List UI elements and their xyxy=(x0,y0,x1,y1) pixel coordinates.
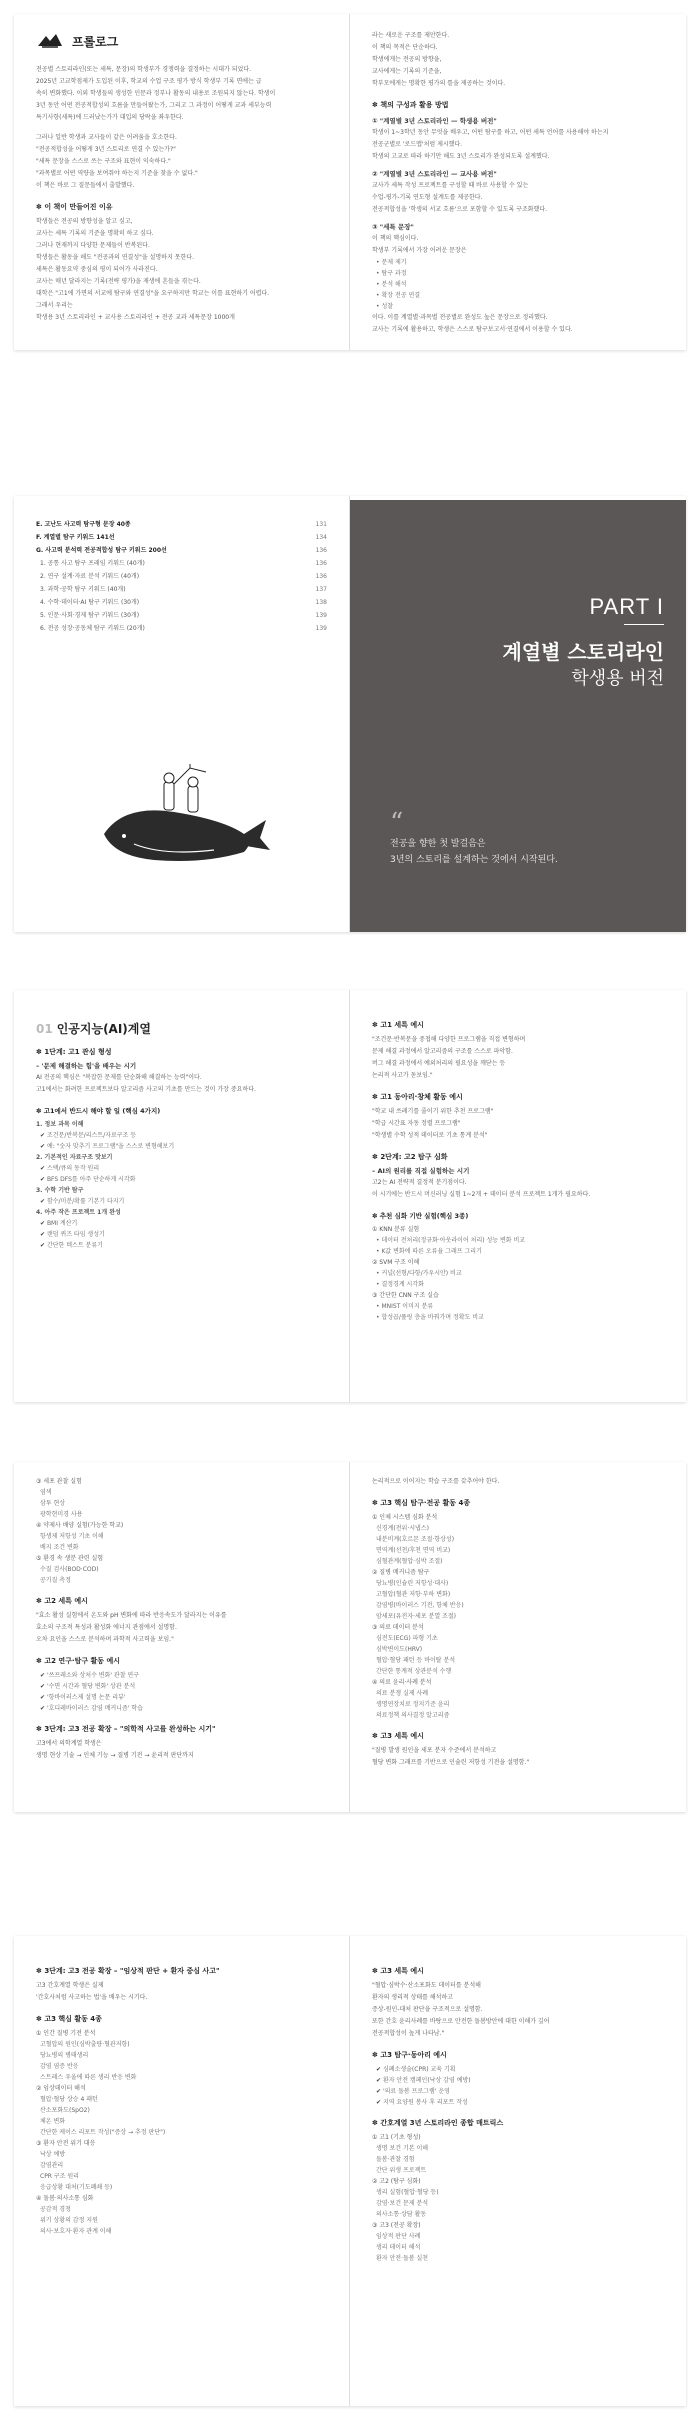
toc-label: 1. 공통 사고 탐구 프레임 키워드 (40개) xyxy=(40,560,145,567)
toc-row[interactable] xyxy=(36,596,327,609)
list-item: 간단 위생 프로젝트 xyxy=(376,2167,427,2174)
list-item: 배지 조건 변화 xyxy=(40,1544,79,1551)
text-line: 학생이 1~3학년 동안 무엇을 배우고, 어떤 탐구를 하고, 어떤 세특 언어를 사용해야 하는지 xyxy=(372,129,609,136)
page-ai-left xyxy=(14,990,350,1402)
toc-page: 136 xyxy=(315,560,327,567)
section-number: 01 xyxy=(36,1022,53,1036)
example-title: ✽ 고3 세특 예시 xyxy=(372,1966,664,1976)
list-item: 고혈압(혈관 저항·부하 변화) xyxy=(376,1591,451,1598)
text-line: 교사는 기록에 활용하고, 학생은 스스로 탐구보고서·연결에서 이용할 수 있다. xyxy=(372,326,573,333)
list-item: ✔ '호디레바이러스 감염 메커니즘' 학습 xyxy=(14,1703,349,1714)
section-title: 인공지능(AI)계열 xyxy=(56,1022,151,1036)
whale-illustration xyxy=(94,764,274,874)
list-item: ✔ '항바이러스제 설명 논문 리뷰' xyxy=(14,1692,349,1703)
item-head: ④ 의료 윤리·사례 분석 xyxy=(372,1679,432,1686)
item-head: ② 임상데이터 해석 xyxy=(36,2085,86,2092)
toc-row[interactable] xyxy=(36,570,327,583)
why-body xyxy=(14,216,349,324)
text-line: 전공적합성을 '학생의 서교 흐름'으로 포함할 수 있도록 구조화했다. xyxy=(372,206,548,213)
list-item: • 커널(선형/다항/가우시안) 비교 xyxy=(350,1268,686,1279)
toc-row[interactable] xyxy=(36,531,327,544)
text-line: 버그 해결 과정에서 예외처리의 필요성을 깨닫는 등 xyxy=(372,1060,506,1067)
item-head: ② 질병 메커니즘 탐구 xyxy=(372,1569,430,1576)
why-title: ✽ 이 책이 만들어진 이유 xyxy=(36,202,327,212)
spread-prologue xyxy=(14,14,686,350)
step-title: ✽ 1단계: 고1 관심 형성 xyxy=(36,1047,327,1057)
text-line: 교사에게는 기록의 기준을, xyxy=(372,68,442,75)
list-item: 낙상 예방 xyxy=(40,2151,66,2158)
list-item: • 데이터 전처리(정규화·아웃라이어 처리) 성능 변화 비교 xyxy=(350,1235,686,1246)
list-item: • 성찰 xyxy=(350,301,686,312)
list-item: 공기질 측정 xyxy=(40,1577,71,1584)
list-item: 응급상황 대처(기도폐쇄 등) xyxy=(40,2184,113,2191)
text-line: 이 책은 바로 그 질문들에서 출발했다. xyxy=(36,182,135,189)
toc-row[interactable] xyxy=(36,518,327,531)
list-item: • 분석 해석 xyxy=(350,279,686,290)
example-title: ✽ 추천 심화 기반 실험(핵심 3종) xyxy=(372,1211,664,1220)
text-line: "학교 내 쓰레기를 줄이기 위한 추천 프로그램" xyxy=(372,1108,494,1115)
toc-page: 139 xyxy=(315,612,327,619)
text-line: 증상-원인-대처 판단을 구조적으로 설명함. xyxy=(372,2006,483,2013)
list-item: CPR 구조 원리 xyxy=(40,2173,79,2180)
list-item: • K값 변화에 따른 오류율 그래프 그리기 xyxy=(350,1246,686,1257)
step-title: ✽ 3단계: 고3 전공 확장 – "의학적 사고를 완성하는 시기" xyxy=(36,1724,327,1734)
list-item: ✔ 심폐소생술(CPR) 교육 기획 xyxy=(350,2064,686,2075)
toc-label: 3. 과학·공학 탐구 키워드 (40개) xyxy=(40,586,126,593)
text-line: 혈당 변화 그래프를 기반으로 인슐린 저항성 기전을 설명함." xyxy=(372,1759,530,1766)
page-nursing-left xyxy=(14,1936,350,2406)
list-item: 공감적 경청 xyxy=(40,2206,71,2213)
text-line: 이 책의 목적은 단순하다. xyxy=(372,44,438,51)
text-line: 이 시기에는 반드시 머신러닝 실험 1~2개 + 데이터 분석 프로젝트 1개가 필요하다. xyxy=(372,1191,591,1198)
list-item: • MNIST 이미지 분류 xyxy=(350,1301,686,1312)
list-item: 의사·보호자·환자 관계 이해 xyxy=(40,2228,112,2235)
list-item: 신경계(전위·시냅스) xyxy=(376,1525,429,1532)
list-item: 의료정책 의사결정 알고리즘 xyxy=(376,1712,450,1719)
text-line: 3년 동안 어떤 전공적합성의 흐름을 만들어왔는가, 그리고 그 과정이 어떻게 교과 세부능력 xyxy=(36,102,272,109)
step-subtitle: – AI의 원리를 직접 실험하는 시기 xyxy=(372,1167,470,1175)
toc-label: 6. 전공 성장·공동체 탐구 키워드 (20개) xyxy=(40,625,145,632)
text-line: 학생들은 활동을 해도 "전공과의 연결성"을 설명하지 못한다. xyxy=(36,254,194,261)
toc-page: 131 xyxy=(315,521,327,528)
list-item: ✔ '수면 시간과 혈당 변화' 상관 분석 xyxy=(14,1681,349,1692)
text-line: 학생에게는 전공의 방향을, xyxy=(372,56,442,63)
list-item: ✔ 예: "숫자 맞추기 프로그램"을 스스로 변형해보기 xyxy=(14,1141,349,1152)
activity-title: ✽ 고3 핵심 활동 4종 xyxy=(36,2014,327,2024)
list-item: ✔ 환자 안전 캠페인(낙상 감염 예방) xyxy=(350,2075,686,2086)
list-item: ✔ 랜덤 퀴즈 타임 생성기 xyxy=(14,1229,349,1240)
list-item: • 문제 제기 xyxy=(350,257,686,268)
text-line: 고3에서 의학계열 학생은 xyxy=(36,1740,102,1747)
text-line: 논리적으로 이어지는 학습 구조를 갖추어야 한다. xyxy=(372,1478,500,1485)
text-line: "학급 시간표 자동 정렬 프로그램" xyxy=(372,1120,461,1127)
item-head: ③ 간단한 CNN 구조 실습 xyxy=(372,1292,439,1299)
list-item: • 탐구 과정 xyxy=(350,268,686,279)
usage-title: ✽ 책의 구성과 활용 방법 xyxy=(372,100,664,110)
text-line: "조건문·반복문을 중첩해 다양한 프로그램을 직접 변형하며 xyxy=(372,1036,526,1043)
list-item: ✔ 함수/미분/확률 기본기 다지기 xyxy=(14,1196,349,1207)
step-subtitle: – '문제 해결하는 힘'을 배우는 시기 xyxy=(36,1062,137,1070)
text-line: 또한 간호 윤리사례를 바탕으로 안전한 돌봄방안에 대한 이해가 깊어 xyxy=(372,2018,550,2025)
text-line: "과목별로 어떤 역량을 보여줘야 하는지 기준을 찾을 수 없다." xyxy=(36,170,198,177)
list-item: ✔ 스택/큐의 동작 원리 xyxy=(14,1163,349,1174)
page-part-one xyxy=(350,496,686,932)
list-item: 항생제 저항성 기초 이해 xyxy=(40,1533,104,1540)
list-item: 암세포(유전자·세포 분열 조절) xyxy=(376,1613,456,1620)
prologue-right-intro xyxy=(350,30,686,90)
list-item: 감염·보건 문제 분석 xyxy=(376,2200,429,2207)
item-head: ② 고2 (탐구 심화) xyxy=(372,2178,421,2185)
prologue-title: 프롤로그 xyxy=(72,34,119,49)
spread-medical xyxy=(14,1462,686,1812)
text-line: 학생부 기록에서 가장 어려운 문장은 xyxy=(372,247,467,254)
list-item: ✔ BMI 계산기 xyxy=(14,1218,349,1229)
list-item: 혈압·혈당 패턴 등 바이탈 분석 xyxy=(376,1657,456,1664)
item-head: ② SVM 구조 이해 xyxy=(372,1259,420,1266)
step-title: ✽ 2단계: 고2 탐구 심화 xyxy=(372,1152,664,1162)
toc-label: 5. 인문·사회·경제 탐구 키워드 (30개) xyxy=(40,612,140,619)
toc-page: 139 xyxy=(315,625,327,632)
text-line: 세특은 활동요약 중심의 평이 되어가 사라진다. xyxy=(36,266,158,273)
spread-part-one xyxy=(14,496,686,932)
text-line: 수업-평가-기록 연도형 설계도를 제공한다. xyxy=(372,194,483,201)
text-line: 전공적합성이 높게 나타남." xyxy=(372,2030,445,2037)
usage-head: ② "계열별 3년 스토리라인 — 교사용 버전" xyxy=(372,170,497,178)
list-item: 심혈관계(혈압·심박 조절) xyxy=(376,1558,443,1565)
list-item: 감염관리 xyxy=(40,2162,64,2169)
toc-row[interactable] xyxy=(36,609,327,622)
text-line: 오차 요인을 스스로 분석하며 과학적 사고력을 보임." xyxy=(36,1636,174,1643)
page-toc xyxy=(14,496,350,932)
page-nursing-right xyxy=(350,1936,686,2406)
usage-head: ③ "세특 문장" xyxy=(372,223,414,231)
text-line: 속히 변화했다. 이외 학생들의 생성한 인문과 정부나 활동의 내용로 조원되지 않는다. 학생이 xyxy=(36,90,276,97)
list-item: 심전도(ECG) 파형 기초 xyxy=(376,1635,438,1642)
text-line: 전공별 스토리라인(또는 세특, 문장)의 학생부가 경쟁력을 결정하는 시대가 되었다. xyxy=(36,66,252,73)
text-line: 그래서 우리는 xyxy=(36,302,73,309)
item-head: ④ 돌봄·의사소통 심화 xyxy=(36,2195,94,2202)
item-head: ③ 의료 데이터 분석 xyxy=(372,1624,424,1631)
text-line: 효소의 구조적 특성과 활성화 에너지 관점에서 설명함. xyxy=(36,1624,177,1631)
prologue-header xyxy=(36,32,327,50)
list-item: ✔ BFS DFS를 아주 단순하게 시각화 xyxy=(14,1174,349,1185)
toc-page: 136 xyxy=(315,573,327,580)
example-title: ✽ 고3 세특 예시 xyxy=(372,1731,664,1741)
part-label: PART I xyxy=(589,594,664,619)
list-item: 심박변이도(HRV) xyxy=(376,1646,423,1653)
usage-head: ① "계열별 3년 스토리라인 — 학생용 버전" xyxy=(372,117,497,125)
list-item: • 결정경계 시각화 xyxy=(350,1279,686,1290)
text-line: 논리적 사고가 돋보임." xyxy=(372,1072,433,1079)
text-line: 전공군별로 '로드맵'처럼 제시했다. xyxy=(372,141,463,148)
list-item: 생명연장치료 정지기준 윤리 xyxy=(376,1701,450,1708)
item-head: 4. 아주 작은 프로젝트 1개 완성 xyxy=(36,1209,121,1216)
page-prologue-left xyxy=(14,14,350,350)
toc-row[interactable] xyxy=(36,583,327,596)
list-item: 감염 염증 반응 xyxy=(40,2063,79,2070)
item-head: ① 인간 질병 기전 분석 xyxy=(36,2030,96,2037)
item-head: ① 인체 시스템 심화 분석 xyxy=(372,1514,438,1521)
text-line: 특기사항(세특)에 드러났는가가 대입의 당락을 좌우한다. xyxy=(36,114,184,121)
text-line: 환자의 생리적 상태를 해석하고 xyxy=(372,1994,454,2001)
text-line: "전공적합성을 어떻게 3년 스토리로 연결 수 있는가?" xyxy=(36,146,176,153)
text-line: 그러나 현재까지 다양한 문제들이 반복된다. xyxy=(36,242,150,249)
list-item: 생리 데이터 해석 xyxy=(376,2244,421,2251)
text-line: 교사가 세특 작성 프로젝트를 구성할 때 바로 사용할 수 있는 xyxy=(372,182,529,189)
item-head: ① KNN 분류 실험 xyxy=(372,1226,420,1233)
text-line: '간호사처럼 사고하는 법'을 배우는 시기다. xyxy=(36,1994,148,2001)
list-item: 당뇨병(인슐린 저항성·대사) xyxy=(376,1580,449,1587)
part-title: 계열별 스토리라인 xyxy=(502,640,664,664)
list-item: ✔ '쓰프레소와 상처수 변화' 관찰 연구 xyxy=(14,1670,349,1681)
quote-line: 전공을 향한 첫 발걸음은 xyxy=(390,839,486,849)
list-item: 삼투 현상 xyxy=(40,1500,66,1507)
example-title: ✽ 고1 동아리·창체 활동 예시 xyxy=(372,1092,664,1102)
toc-list xyxy=(36,518,327,635)
activity-title: ✽ 고3 핵심 탐구·전공 활동 4종 xyxy=(372,1498,664,1508)
text-line: 생명 현상 기술 → 인체 기능 → 질병 기전 → 윤리적 판단까지 xyxy=(36,1752,194,1759)
item-head: 1. 정보 과목 이해 xyxy=(36,1121,84,1128)
list-item: 생리 실험(혈압·혈당 등) xyxy=(376,2189,439,2196)
text-line: 이다. 이를 계열별·과목별 전공별로 완성도 높은 문장으로 정리했다. xyxy=(372,314,548,321)
list-item: 광학현미경 사용 xyxy=(40,1511,83,1518)
text-line: 학생들은 전공의 방향성을 알고 싶고, xyxy=(36,218,133,225)
quote-line: 3년의 스토리를 설계하는 것에서 시작된다. xyxy=(390,855,558,865)
section-heading xyxy=(36,1020,327,1037)
list-item: 돌봄·관찰 경험 xyxy=(376,2156,415,2163)
list-item: 생명 보건 기본 이해 xyxy=(376,2145,429,2152)
step-title: ✽ 3단계: 고3 전공 확장 – "임상적 판단 + 환자 중심 사고" xyxy=(36,1966,327,1976)
list-item: ✔ 지역 요양원 봉사 후 리포트 작성 xyxy=(350,2097,686,2108)
part-subtitle: 학생용 버전 xyxy=(571,668,664,689)
list-item: 수질 검사(BOD·COD) xyxy=(40,1566,99,1573)
text-line: 교사는 매년 달라지는 기록(전략 평가)을 재생에 흔들을 겪는다. xyxy=(36,278,201,285)
item-head: ① 고1 (기초 형성) xyxy=(372,2134,421,2141)
list-item: 면역계(선천/후천 면역 비교) xyxy=(376,1547,451,1554)
toc-row[interactable] xyxy=(36,544,327,557)
list-item: 의사소통·상담 활동 xyxy=(376,2211,427,2218)
list-item: 내분비계(호르몬 조절·항상성) xyxy=(376,1536,455,1543)
list-item: ✔ 조건문/반복문/리스트/자료구조 등 xyxy=(14,1130,349,1141)
list-item: 의료 분쟁 실제 사례 xyxy=(376,1690,429,1697)
list-item: ✔ '의료 돌봄 프로그램' 운영 xyxy=(350,2086,686,2097)
text-line: 학생의 고교로 따라 하기만 해도 3년 스토리가 완성되도록 설계했다. xyxy=(372,153,550,160)
example-title: ✽ 고3 탐구·동아리 예시 xyxy=(372,2050,664,2060)
text-line: 문제 해결 과정에서 알고리즘의 구조를 스스로 파악함. xyxy=(372,1048,513,1055)
example-title: ✽ 고2 세특 예시 xyxy=(36,1596,327,1606)
item-head: 3. 수학 기반 탐구 xyxy=(36,1187,84,1194)
page-ai-right xyxy=(350,990,686,1402)
item-head: ⑤ 환경 속 생분 관련 실험 xyxy=(36,1555,104,1562)
list-item: 위기 상황의 감정 지원 xyxy=(40,2217,98,2224)
toc-page: 138 xyxy=(315,599,327,606)
list-item: 체온 변화 xyxy=(40,2118,66,2125)
text-line: 고2는 AI 전략적 결정적 분기점이다. xyxy=(372,1179,467,1186)
list-item: 염색 xyxy=(40,1489,52,1496)
example-title: ✽ 고1 세특 예시 xyxy=(372,1020,664,1030)
must-do-title: ✽ 고1에서 반드시 해야 할 일 (핵심 4가지) xyxy=(36,1106,327,1115)
toc-row[interactable] xyxy=(36,557,327,570)
toc-row[interactable] xyxy=(36,622,327,635)
matrix-title: ✽ 간호계열 3년 스토리라인 종합 매트릭스 xyxy=(372,2118,664,2128)
spread-ai xyxy=(14,990,686,1402)
item-head: 2. 기본적인 자료구조 맛보기 xyxy=(36,1154,113,1161)
toc-label: 2. 연구 설계·자료 분석 키워드 (40개) xyxy=(40,573,140,580)
text-line: 라는 새로운 구조를 제안한다. xyxy=(372,32,450,39)
item-head: ③ 환자 안전 위기 대응 xyxy=(36,2140,96,2147)
list-item: 당뇨병의 병태생리 xyxy=(40,2052,89,2059)
toc-page: 134 xyxy=(315,534,327,541)
text-line: 2025년 고교학점제가 도입된 이후, 학교의 수업 구조 평가 방식 학생부 기록 면에는 급 xyxy=(36,78,262,85)
list-item: 환자 안전·돌봄 실천 xyxy=(376,2255,429,2262)
prologue-intro xyxy=(14,64,349,192)
logo-icon xyxy=(36,32,64,50)
list-item: 임상적 판단 사례 xyxy=(376,2233,421,2240)
toc-page: 136 xyxy=(315,547,327,554)
list-item: • 확장 전공 연결 xyxy=(350,290,686,301)
page-prologue-right xyxy=(350,14,686,350)
example-title: ✽ 고2 연구·탐구 활동 예시 xyxy=(36,1656,327,1666)
text-line: "질병 발생 원인을 세포 분자 수준에서 분석하고 xyxy=(372,1747,497,1754)
text-line: 학생용 3년 스토리라인 + 교사용 스토리라인 + 전공 교과 세특문장 1000개 xyxy=(36,314,235,321)
text-line: 고1에서는 화려한 프로젝트보다 알고리즘 사고의 기초를 만드는 것이 가장 중요하다. xyxy=(36,1086,256,1093)
page-medical-left xyxy=(14,1462,350,1812)
list-item: 스트레스 우울에 따른 생리 반응 변화 xyxy=(40,2074,137,2081)
list-item: ✔ 간단한 텍스트 분류기 xyxy=(14,1240,349,1251)
list-item: 간단한 통계적 상관분석 수행 xyxy=(376,1668,452,1675)
list-item: 감염병(바이러스 기전, 항체 반응) xyxy=(376,1602,464,1609)
text-line: 대학은 "고1에 가면의 서교에 탐구와 연결성"을 요구하지만 학교는 이를 표현하기 어렵다. xyxy=(36,290,270,297)
toc-label: E. 고난도 사고력 탐구형 문장 40종 xyxy=(36,521,131,528)
list-item: 간단한 케이스 리포트 작성("증상 → 추정 판단") xyxy=(40,2129,166,2136)
list-item: 산소포화도(SpO2) xyxy=(40,2107,90,2114)
toc-label: G. 사고력 분석력 전공적합성 탐구 키워드 200선 xyxy=(36,547,167,554)
list-item: 고혈압의 원인(심박출량·혈관저항) xyxy=(40,2041,130,2048)
text-line: "세특 문장을 스스로 쓰는 구조와 표현이 익숙하다." xyxy=(36,158,171,165)
text-line: "효소 활성 실험에서 온도와 pH 변화에 따라 반응속도가 달라지는 이유를 xyxy=(36,1612,227,1619)
item-head: ③ 고3 (전공 확장) xyxy=(372,2222,421,2229)
item-head: ④ 약제사 배양 실험(가능한 학교) xyxy=(36,1522,124,1529)
text-line: 고3 간호계열 학생은 실제 xyxy=(36,1982,104,1989)
toc-label: F. 계열별 탐구 키워드 141선 xyxy=(36,534,115,541)
quote-mark-icon: “ xyxy=(390,808,404,838)
toc-label: 4. 수학·데이터·AI 탐구 키워드 (30개) xyxy=(40,599,140,606)
list-item: 혈압·혈당 상승 4 패턴 xyxy=(40,2096,98,2103)
text-line: "혈압·심박수·산소포화도 데이터를 분석해 xyxy=(372,1982,481,1989)
text-line: AI 전공의 핵심은 "복잡한 문제를 단순화해 해결하는 능력"이다. xyxy=(36,1074,202,1081)
spread-nursing xyxy=(14,1936,686,2406)
text-line: "학생별 수학 성적 데이터로 기초 통계 분석" xyxy=(372,1132,488,1139)
text-line: 그러나 일반 학생과 교사들이 같은 어려움을 호소한다. xyxy=(36,134,177,141)
list-item: • 합성곱/풀링 층을 바꿔가며 정확도 비교 xyxy=(350,1312,686,1323)
text-line: 교사는 세특 기록의 기준을 명확히 하고 싶다. xyxy=(36,230,154,237)
text-line: 이 책의 핵심이다. xyxy=(372,235,419,242)
text-line: 학부모에게는 명확한 평가의 틀을 제공하는 것이다. xyxy=(372,80,506,87)
item-head: ③ 세포 관찰 실험 xyxy=(36,1478,82,1485)
toc-page: 137 xyxy=(315,586,327,593)
page-medical-right xyxy=(350,1462,686,1812)
